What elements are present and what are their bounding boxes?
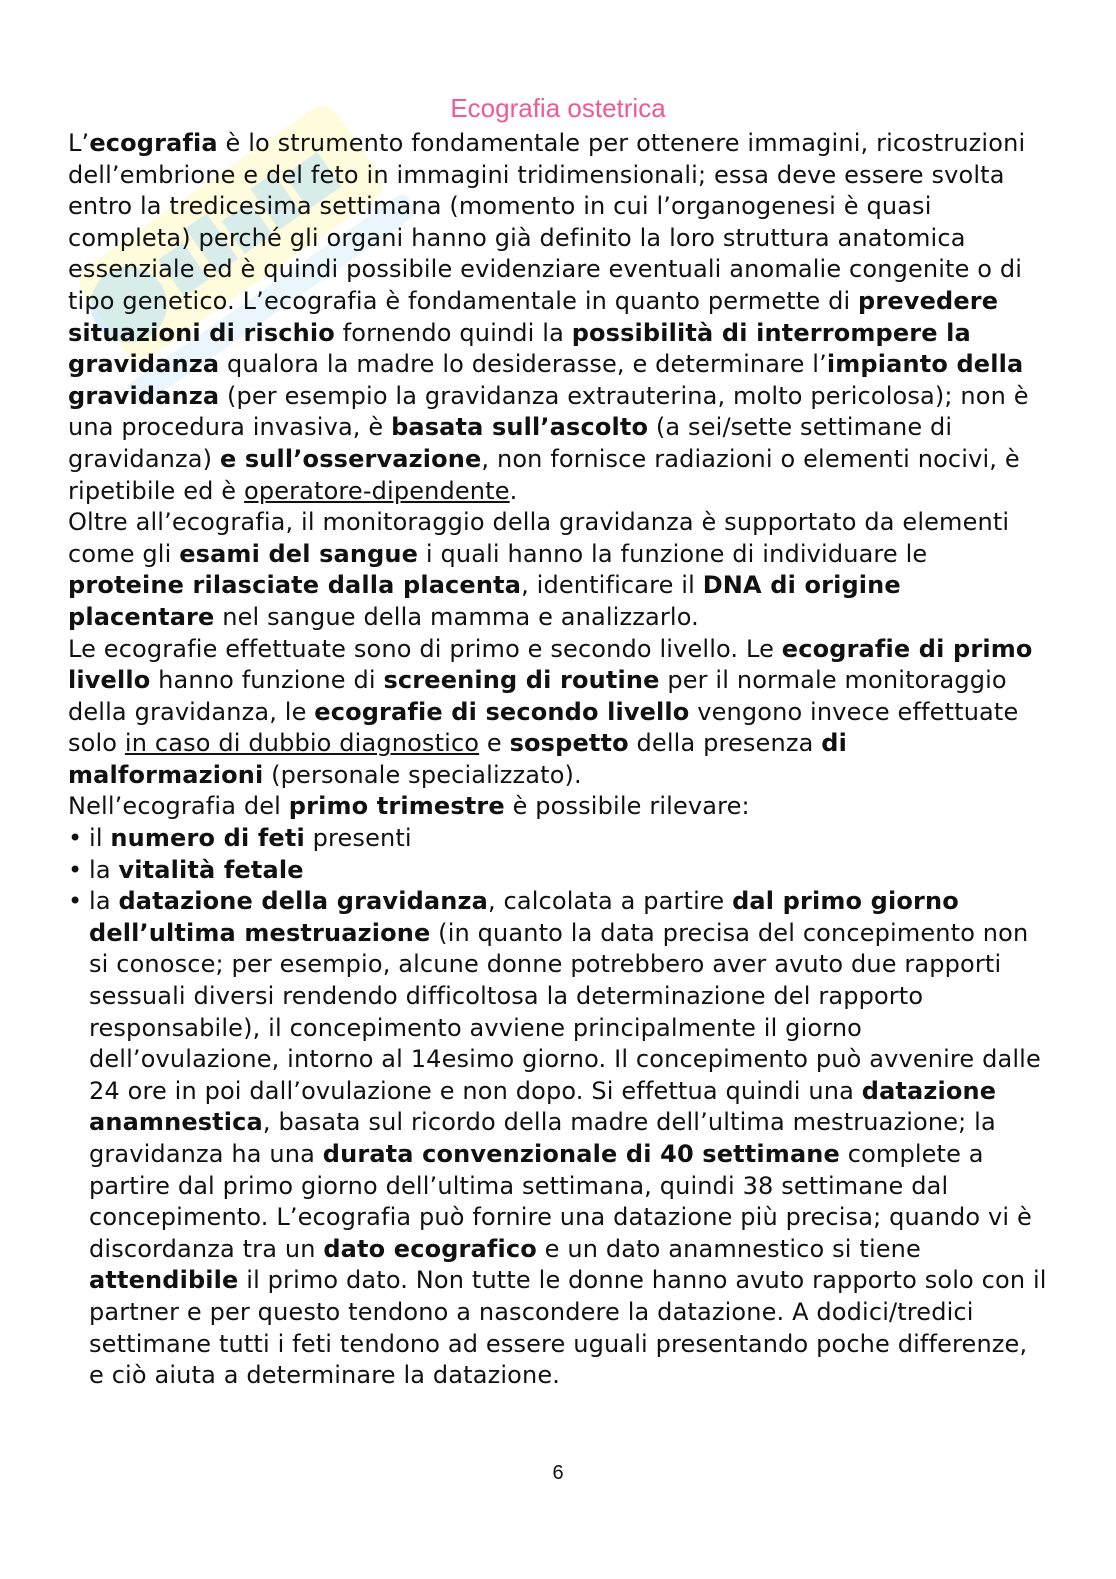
paragraph-intro: L’ecografia è lo strumento fondamentale per ottenere immagini, ricostruzioni dell’embrione e del feto in immagini tridimensionali; essa deve essere svolta entro la tredicesima settimana (momento in cui l’organogenesi è quasi completa) perché gli organi hanno già definito la loro struttura anatomica essenziale ed è quindi possibile evidenziare eventuali anomalie congenite o di tipo genetico. L’ecografia è fondamentale in quanto permette di prevedere situazioni di rischio fornendo quindi la possibilità di interrompere la gravidanza qualora la madre lo desiderasse, e determinare l’impianto della gravidanza (per esempio la gravidanza extrauterina, molto pericolosa); non è una procedura invasiva, è basata sull’ascolto (a sei/sette settimane di gravidanza) e sull’osservazione, non fornisce radiazioni o elementi nocivi, è ripetibile ed è operatore-dipendente. (68, 129, 1029, 505)
page-number: 6 (552, 1462, 564, 1484)
list-item: • il numero di feti presenti (68, 823, 1048, 855)
list-item: • la datazione della gravidanza, calcolata a partire dal primo giorno dell’ultima mestruazione (in quanto la data precisa del concepimento non si conosce; per esempio, alcune donne potrebbero aver avuto due rapporti sessuali diversi rendendo difficoltosa la determinazione del rapporto responsabile), il concepimento avviene principalmente il giorno dell’ovulazione, intorno al 14esimo giorno. Il concepimento può avvenire dalle 24 ore in poi dall’ovulazione e non dopo. Si effettua quindi una datazione anamnestica, basata sul ricordo della madre dell’ultima mestruazione; la gravidanza ha una durata convenzionale di 40 settimane complete a partire dal primo giorno dell’ultima settimana, quindi 38 settimane dal concepimento. L’ecografia può fornire una datazione più precisa; quando vi è discordanza tra un dato ecografico e un dato anamnestico si tiene attendibile il primo dato. Non tutte le donne hanno avuto rapporto solo con il partner e per questo tendono a nascondere la datazione. A dodici/tredici settimane tutti i feti tendono ad essere uguali presentando poche differenze, e ciò aiuta a determinare la datazione. (68, 887, 1047, 1390)
paragraph-levels: Le ecografie effettuate sono di primo e secondo livello. Le ecografie di primo livello hanno funzione di screening di routine per il normale monitoraggio della gravidanza, le ecografie di secondo livello vengono invece effettuate solo in caso di dubbio diagnostico e sospetto della presenza di malformazioni (personale specializzato). (68, 634, 1033, 789)
document-page (68, 88, 1048, 1392)
bullet-icon: • (68, 855, 83, 884)
list-item: • la vitalità fetale (68, 855, 1048, 887)
paragraph-blood-tests: Oltre all’ecografia, il monitoraggio della gravidanza è supportato da elementi come gli esami del sangue i quali hanno la funzione di individuare le proteine rilasciate dalla placenta, identificare il DNA di origine placentare nel sangue della mamma e analizzarlo. (68, 508, 1010, 631)
bullet-icon: • (68, 824, 83, 853)
bullet-list (68, 823, 1048, 1392)
bullet-icon: • (68, 887, 83, 916)
page-title: Ecografia ostetrica (450, 93, 666, 123)
paragraph-first-trimester: Nell’ecografia del primo trimestre è possibile rilevare: (68, 792, 750, 821)
